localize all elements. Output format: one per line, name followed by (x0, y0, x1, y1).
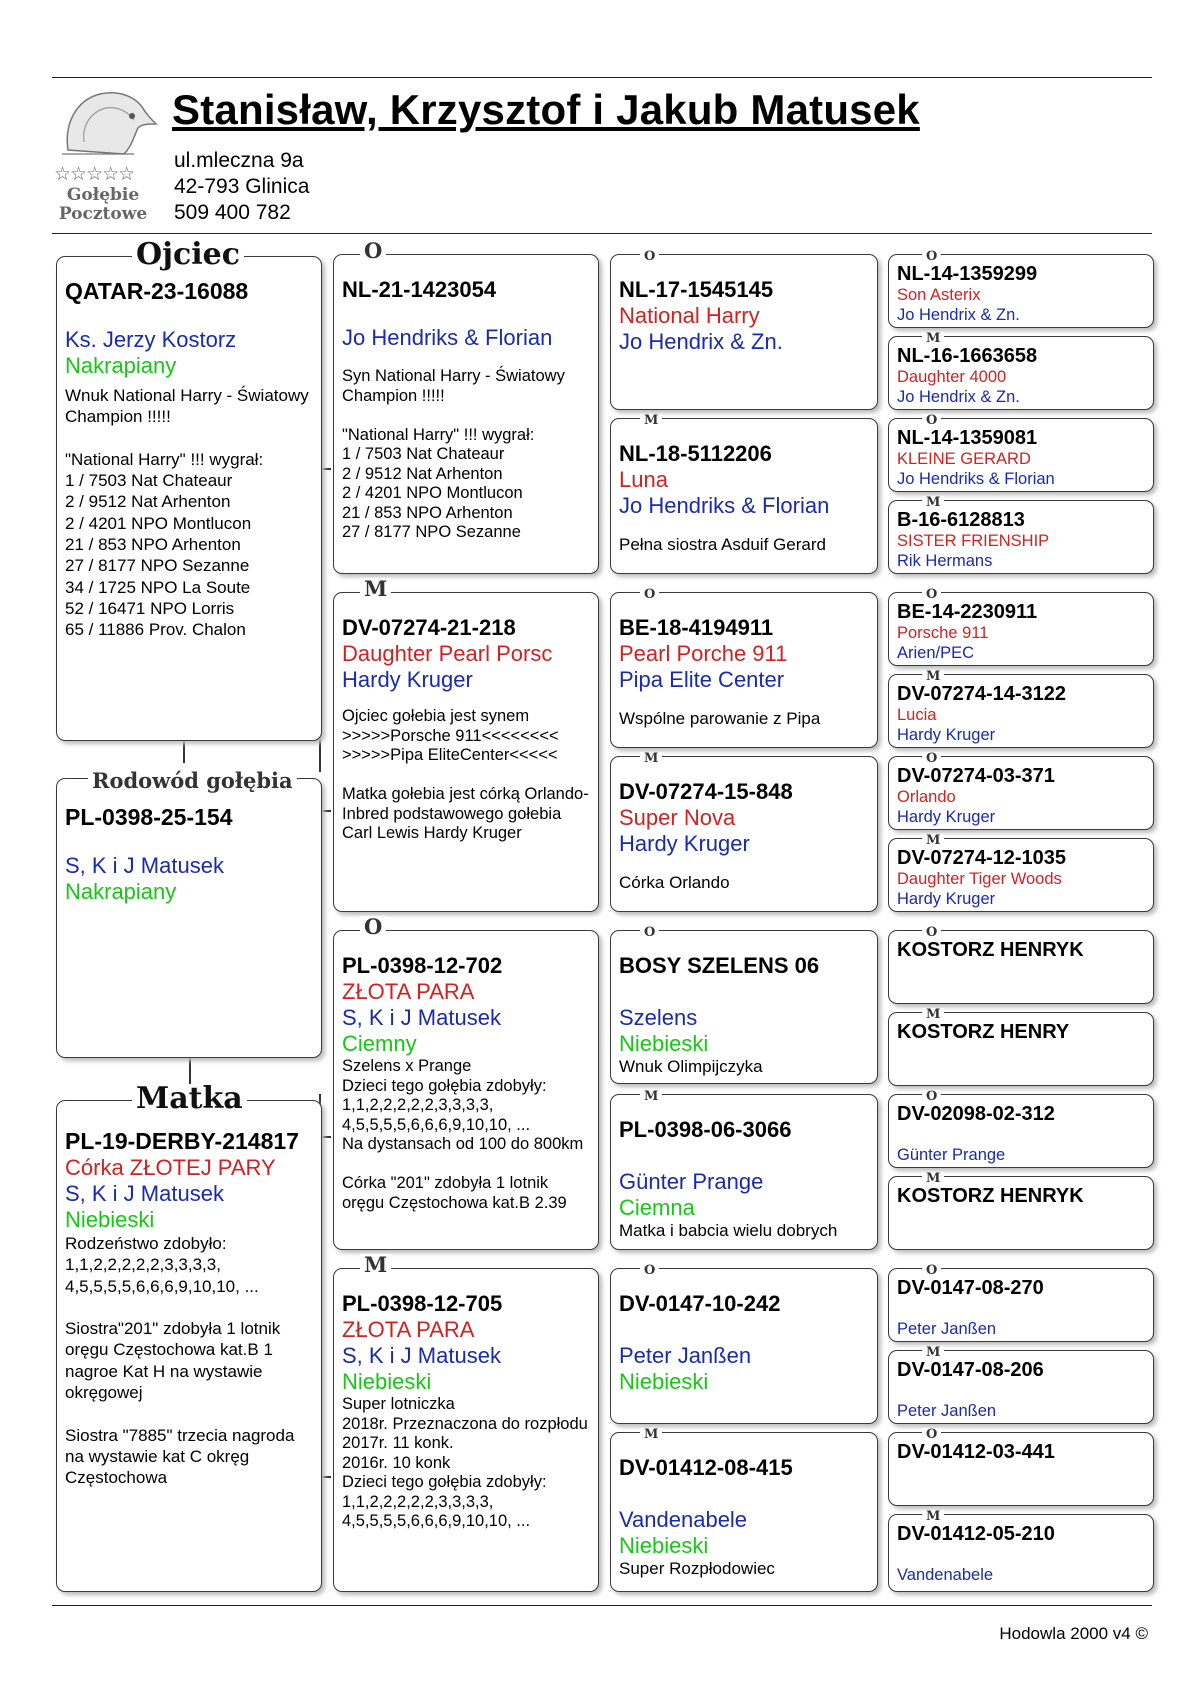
g2-name: Daughter Pearl Porsc (342, 641, 553, 666)
sire-card[interactable] (56, 256, 322, 741)
g4-card-3[interactable] (888, 500, 1154, 574)
o-label: O (922, 588, 941, 601)
o-label: O (922, 752, 941, 765)
g4-owner: Peter Janßen (897, 1402, 997, 1420)
g3-color: Niebieski (619, 1533, 709, 1558)
g4-ring: KOSTORZ HENRYK (897, 1185, 1084, 1207)
g3-color: Niebieski (619, 1031, 709, 1056)
g4-card-6[interactable] (888, 756, 1154, 830)
g2-ring: NL-21-1423054 (342, 277, 497, 302)
g3-card-5[interactable] (610, 1094, 878, 1250)
g3-card-6[interactable] (610, 1268, 878, 1424)
g4-owner: Jo Hendrix & Zn. (897, 388, 1020, 406)
dam-owner: S, K i J Matusek (65, 1181, 224, 1206)
g3-ring: BOSY SZELENS 06 (619, 953, 820, 978)
g3-ring: BE-18-4194911 (619, 615, 774, 640)
g4-card-8[interactable] (888, 930, 1154, 1004)
g3-notes: Pełna siostra Asduif Gerard (619, 535, 826, 554)
m-label: M (922, 332, 944, 345)
g4-ring: DV-01412-05-210 (897, 1523, 1055, 1545)
g4-name: Lucia (897, 706, 937, 724)
g4-ring: DV-01412-03-441 (897, 1441, 1055, 1463)
m-label: M (360, 1254, 391, 1275)
footer-credit: Hodowla 2000 v4 © (999, 1624, 1148, 1643)
g3-ring: PL-0398-06-3066 (619, 1117, 792, 1142)
g4-name: Daughter Tiger Woods (897, 870, 1062, 888)
g3-owner: Günter Prange (619, 1169, 764, 1194)
sire-notes: Wnuk National Harry - Światowy Champion !!!!! "National Harry" !!! wygrał: 1 / 7503 Nat Chateaur 2 / 9512 Nat Arhenton 2 / 4201 NPO Montlucon 21 / 853 NPO Arhenton 27 / 8177 NPO Sezanne 34 / 1725 NPO La Soute 52 / 16471 NPO Lorris 65 / 11886 Prov. Chalon (65, 386, 309, 640)
o-label: O (640, 250, 659, 263)
g3-card-2[interactable] (610, 592, 878, 748)
address-block (174, 148, 309, 226)
subject-color: Nakrapiany (65, 879, 177, 904)
g3-owner: Szelens (619, 1005, 698, 1030)
g4-ring: DV-0147-08-206 (897, 1359, 1044, 1381)
g4-ring: NL-14-1359081 (897, 427, 1038, 449)
g3-ring: NL-18-5112206 (619, 441, 772, 466)
g2-ring: PL-0398-12-705 (342, 1291, 503, 1316)
g4-card-13[interactable] (888, 1350, 1154, 1424)
o-label: O (640, 1264, 659, 1277)
g2-color: Ciemny (342, 1031, 417, 1056)
dam-notes: Rodzeństwo zdobyło: 1,1,2,2,2,2,2,3,3,3,3, 4,5,5,5,5,6,6,6,9,10,10, ... Siostra"201" zdobyła 1 lotnik oręgu Częstochowa kat.B 1 nagroe Kat H na wystawie okręgowej Siostra "7885" trzecia nagroda na wystawie kat C okręg Częstochowa (65, 1234, 295, 1488)
g4-card-15[interactable] (888, 1514, 1154, 1592)
g3-notes: Wnuk Olimpijczyka (619, 1057, 763, 1076)
g2-notes: Szelens x Prange Dzieci tego gołębia zdobyły: 1,1,2,2,2,2,2,3,3,3,3, 4,5,5,5,5,6,6,6,9,10,10, ... Na dystansach od 100 do 800km Córka "201" zdobyła 1 lotnik oręgu Częstochowa kat.B 2.39 (342, 1057, 584, 1212)
o-label: O (922, 250, 941, 263)
top-rule (52, 77, 1152, 78)
g4-card-14[interactable] (888, 1432, 1154, 1506)
subject-card[interactable] (56, 778, 322, 1058)
g3-owner: Jo Hendriks & Florian (619, 493, 830, 518)
m-label: M (640, 414, 662, 427)
g3-notes: Matka i babcia wielu dobrych (619, 1221, 838, 1240)
logo-text-1: Gołębie (66, 185, 140, 205)
g2-card-2[interactable] (333, 930, 599, 1250)
o-label: O (640, 926, 659, 939)
g4-owner: Jo Hendriks & Florian (897, 470, 1055, 488)
g4-card-4[interactable] (888, 592, 1154, 666)
g4-ring: DV-07274-03-371 (897, 765, 1055, 787)
g4-name: Son Asterix (897, 286, 981, 304)
g4-ring: KOSTORZ HENRYK (897, 939, 1084, 961)
g4-card-11[interactable] (888, 1176, 1154, 1250)
g4-card-0[interactable] (888, 254, 1154, 328)
m-label: M (922, 670, 944, 683)
dam-color: Niebieski (65, 1207, 155, 1232)
g2-card-1[interactable] (333, 592, 599, 912)
g3-owner: Pipa Elite Center (619, 667, 785, 692)
m-label: M (640, 752, 662, 765)
o-label: O (360, 240, 386, 261)
g4-ring: BE-14-2230911 (897, 601, 1038, 623)
sire-ring: QATAR-23-16088 (65, 278, 249, 304)
subject-owner: S, K i J Matusek (65, 853, 224, 878)
g4-ring: B-16-6128813 (897, 509, 1025, 531)
bottom-rule (52, 1605, 1152, 1606)
g3-color: Ciemna (619, 1195, 695, 1220)
g4-owner: Arien/PEC (897, 644, 975, 662)
g3-owner: Jo Hendrix & Zn. (619, 329, 783, 354)
g4-card-7[interactable] (888, 838, 1154, 912)
g4-ring: KOSTORZ HENRY (897, 1021, 1070, 1043)
g4-owner: Jo Hendrix & Zn. (897, 306, 1020, 324)
o-label: O (922, 1090, 941, 1103)
g2-notes: Super lotniczka 2018r. Przeznaczona do rozpłodu 2017r. 11 konk. 2016r. 10 konk Dzieci tego gołębia zdobyły: 1,1,2,2,2,2,2,3,3,3,3, 4,5,5,5,5,6,6,6,9,10,10, ... (342, 1395, 588, 1530)
g3-card-3[interactable] (610, 756, 878, 912)
g4-owner: Vandenabele (897, 1566, 994, 1584)
g3-card-4[interactable] (610, 930, 878, 1084)
g4-owner: Rik Hermans (897, 552, 993, 570)
address-street: ul.mleczna 9a (174, 149, 304, 172)
m-label: M (360, 578, 391, 599)
g2-card-0[interactable] (333, 254, 599, 574)
o-label: O (922, 414, 941, 427)
g4-card-9[interactable] (888, 1012, 1154, 1086)
g2-owner: S, K i J Matusek (342, 1005, 501, 1030)
g4-card-10[interactable] (888, 1094, 1154, 1168)
dam-card[interactable] (56, 1100, 322, 1592)
g2-ring: PL-0398-12-702 (342, 953, 503, 978)
address-city: 42-793 Glinica (174, 175, 310, 198)
o-label: O (922, 1428, 941, 1441)
g4-name: SISTER FRIENSHIP (897, 532, 1050, 550)
g4-name: Daughter 4000 (897, 368, 1007, 386)
g2-ring: DV-07274-21-218 (342, 615, 516, 640)
g4-card-2[interactable] (888, 418, 1154, 492)
g3-notes: Super Rozpłodowiec (619, 1559, 775, 1578)
g4-card-12[interactable] (888, 1268, 1154, 1342)
g4-ring: DV-07274-12-1035 (897, 847, 1067, 869)
g2-notes: Ojciec gołebia jest synem >>>>>Porsche 911<<<<<<<< >>>>>Pipa EliteCenter<<<<< Matka gołebia jest córką Orlando-Inbred podstawowego gołebia Carl Lewis Hardy Kruger (342, 707, 589, 842)
m-label: M (640, 1428, 662, 1441)
g2-notes: Syn National Harry - Światowy Champion !!!!! "National Harry" !!! wygrał: 1 / 7503 Nat Chateaur 2 / 9512 Nat Arhenton 2 / 4201 NPO Montlucon 21 / 853 NPO Arhenton 27 / 8177 NPO Sezanne (342, 367, 565, 541)
g4-card-1[interactable] (888, 336, 1154, 410)
page-title: Stanisław, Krzysztof i Jakub Matusek (172, 86, 920, 133)
logo-stars: ☆☆☆☆☆ (54, 164, 135, 185)
m-label: M (922, 1172, 944, 1185)
o-label: O (640, 588, 659, 601)
g2-name: ZŁOTA PARA (342, 1317, 475, 1342)
sire-color: Nakrapiany (65, 353, 177, 378)
o-label: O (360, 916, 386, 937)
g3-card-0[interactable] (610, 254, 878, 410)
g4-ring: DV-0147-08-270 (897, 1277, 1044, 1299)
g3-name: National Harry (619, 303, 760, 328)
g4-name: Porsche 911 (897, 624, 989, 642)
g3-ring: DV-01412-08-415 (619, 1455, 793, 1480)
pedigree-label: Rodowód gołębia (88, 770, 297, 791)
g4-name: KLEINE GERARD (897, 450, 1031, 468)
g3-ring: DV-07274-15-848 (619, 779, 793, 804)
g3-owner: Vandenabele (619, 1507, 748, 1532)
g4-name: Orlando (897, 788, 956, 806)
header-rule (52, 233, 1152, 234)
g3-card-1[interactable] (610, 418, 878, 574)
g3-color: Niebieski (619, 1369, 709, 1394)
g4-ring: DV-07274-14-3122 (897, 683, 1067, 705)
g4-owner: Hardy Kruger (897, 726, 996, 744)
g2-card-3[interactable] (333, 1268, 599, 1592)
g4-owner: Hardy Kruger (897, 808, 996, 826)
g4-ring: DV-02098-02-312 (897, 1103, 1055, 1125)
g4-ring: NL-14-1359299 (897, 263, 1038, 285)
g3-name: Luna (619, 467, 668, 492)
g4-owner: Peter Janßen (897, 1320, 997, 1338)
g2-owner: S, K i J Matusek (342, 1343, 501, 1368)
g3-name: Super Nova (619, 805, 736, 830)
g4-card-5[interactable] (888, 674, 1154, 748)
g4-owner: Hardy Kruger (897, 890, 996, 908)
o-label: O (922, 1264, 941, 1277)
g4-ring: NL-16-1663658 (897, 345, 1038, 367)
mother-label: Matka (132, 1084, 247, 1114)
g2-name: ZŁOTA PARA (342, 979, 475, 1004)
m-label: M (922, 1346, 944, 1359)
m-label: M (922, 1008, 944, 1021)
g3-ring: DV-0147-10-242 (619, 1291, 781, 1316)
g3-name: Pearl Porche 911 (619, 641, 788, 666)
dam-ring: PL-19-DERBY-214817 (65, 1128, 299, 1154)
dam-name: Córka ZŁOTEJ PARY (65, 1155, 276, 1180)
sire-owner: Ks. Jerzy Kostorz (65, 327, 237, 352)
g3-owner: Hardy Kruger (619, 831, 750, 856)
subject-ring: PL-0398-25-154 (65, 804, 233, 830)
g3-notes: Córka Orlando (619, 873, 730, 892)
pigeon-head-icon (54, 84, 158, 164)
g2-owner: Jo Hendriks & Florian (342, 325, 553, 350)
pigeon-logo (54, 84, 158, 224)
g3-owner: Peter Janßen (619, 1343, 752, 1368)
logo-text-2: Pocztowe (58, 204, 148, 224)
g2-color: Niebieski (342, 1369, 432, 1394)
m-label: M (922, 496, 944, 509)
m-label: M (922, 834, 944, 847)
address-phone: 509 400 782 (174, 201, 291, 224)
m-label: M (922, 1510, 944, 1523)
g3-notes: Wspólne parowanie z Pipa (619, 709, 821, 728)
g2-owner: Hardy Kruger (342, 667, 473, 692)
father-label: Ojciec (132, 240, 244, 270)
o-label: O (922, 926, 941, 939)
g3-ring: NL-17-1545145 (619, 277, 774, 302)
m-label: M (640, 1090, 662, 1103)
g3-card-7[interactable] (610, 1432, 878, 1592)
g4-owner: Günter Prange (897, 1146, 1006, 1164)
